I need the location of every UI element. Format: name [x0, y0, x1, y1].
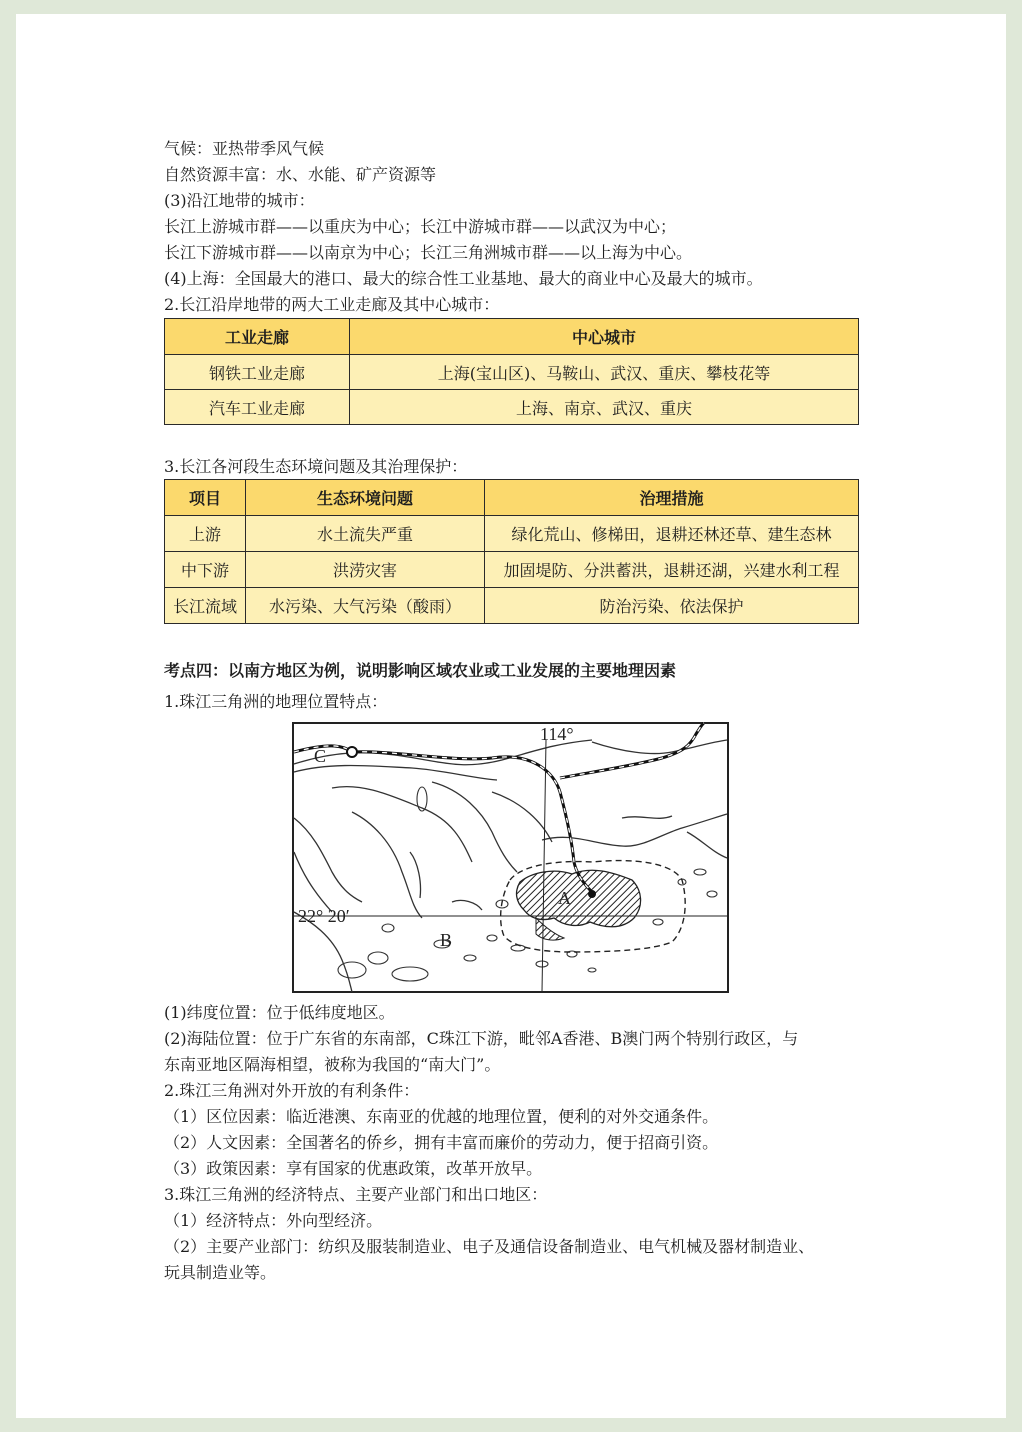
section-heading-kaodian4: 考点四：以南方地区为例，说明影响区域农业或工业发展的主要地理因素: [164, 661, 677, 680]
guangzhou-dot: [347, 747, 357, 757]
table-cell: 水土流失严重: [246, 516, 485, 552]
table-cell: 汽车工业走廊: [165, 390, 350, 425]
table-cell: 上海、南京、武汉、重庆: [350, 390, 859, 425]
table-cell: 防治污染、依法保护: [485, 588, 859, 624]
text-economy-feature: （1）经济特点：外向型经济。: [164, 1211, 383, 1230]
text-latitude-position: (1)纬度位置：位于低纬度地区。: [164, 1003, 395, 1022]
table-cell: 洪涝灾害: [246, 552, 485, 588]
text-resources: 自然资源丰富：水、水能、矿产资源等: [164, 165, 437, 184]
text-zhujiang-location-heading: 1.珠江三角洲的地理位置特点：: [164, 692, 388, 711]
text-sea-land-position-cont: 东南亚地区隔海相望，被称为我国的“南大门”。: [164, 1055, 501, 1074]
table-header: 工业走廊: [165, 319, 350, 355]
table-header: 治理措施: [485, 480, 859, 516]
label-latitude: 22° 20′: [298, 906, 350, 926]
table-cell: 上海(宝山区)、马鞍山、武汉、重庆、攀枝花等: [350, 355, 859, 390]
text-main-industries-cont: 玩具制造业等。: [164, 1263, 277, 1282]
text-lower-delta-cities: 长江下游城市群——以南京为中心；长江三角洲城市群——以上海为中心。: [164, 243, 693, 262]
label-a: A: [558, 888, 571, 908]
label-c: C: [314, 746, 327, 766]
text-upper-middle-cities: 长江上游城市群——以重庆为中心；长江中游城市群——以武汉为中心；: [164, 217, 677, 236]
label-b: B: [440, 930, 453, 950]
table-row: [165, 390, 859, 425]
table-cell: 加固堤防、分洪蓄洪，退耕还湖，兴建水利工程: [485, 552, 859, 588]
text-climate: 气候：亚热带季风气候: [164, 139, 325, 158]
table-row: [165, 355, 859, 390]
table-row: [165, 516, 859, 552]
text-corridor-heading: 2.长江沿岸地带的两大工业走廊及其中心城市：: [164, 295, 500, 314]
hong-kong-dot: [588, 890, 596, 898]
ecology-table: [164, 479, 859, 624]
table-cell: 钢铁工业走廊: [165, 355, 350, 390]
text-policy-factor: （3）政策因素：享有国家的优惠政策，改革开放早。: [164, 1159, 543, 1178]
page: [16, 14, 1006, 1418]
text-main-industries: （2）主要产业部门：纺织及服装制造业、电子及通信设备制造业、电气机械及器材制造业、: [164, 1237, 815, 1256]
pearl-river-delta-map: [292, 722, 730, 994]
text-open-conditions-heading: 2.珠江三角洲对外开放的有利条件：: [164, 1081, 420, 1100]
table-cell: 上游: [165, 516, 246, 552]
label-longitude: 114°: [540, 724, 574, 744]
table-cell: 长江流域: [165, 588, 246, 624]
industry-corridor-table: [164, 318, 859, 425]
table-header: 中心城市: [350, 319, 859, 355]
table-header: 生态环境问题: [246, 480, 485, 516]
text-location-factor: （1）区位因素：临近港澳、东南亚的优越的地理位置，便利的对外交通条件。: [164, 1107, 719, 1126]
text-sea-land-position: (2)海陆位置：位于广东省的东南部，C珠江下游，毗邻A香港、B澳门两个特别行政区，与: [164, 1029, 799, 1048]
text-human-factor: （2）人文因素：全国著名的侨乡，拥有丰富而廉价的劳动力，便于招商引资。: [164, 1133, 719, 1152]
table-row: [165, 588, 859, 624]
text-cities-heading: (3)沿江地带的城市：: [164, 191, 315, 210]
table-cell: 中下游: [165, 552, 246, 588]
hong-kong-area: [517, 870, 641, 927]
table-header: 项目: [165, 480, 246, 516]
table-row: [165, 552, 859, 588]
text-economy-heading: 3.珠江三角洲的经济特点、主要产业部门和出口地区：: [164, 1185, 548, 1204]
text-ecology-heading: 3.长江各河段生态环境问题及其治理保护：: [164, 457, 468, 476]
text-shanghai: (4)上海：全国最大的港口、最大的综合性工业基地、最大的商业中心及最大的城市。: [164, 269, 763, 288]
table-cell: 水污染、大气污染（酸雨）: [246, 588, 485, 624]
table-cell: 绿化荒山、修梯田，退耕还林还草、建生态林: [485, 516, 859, 552]
